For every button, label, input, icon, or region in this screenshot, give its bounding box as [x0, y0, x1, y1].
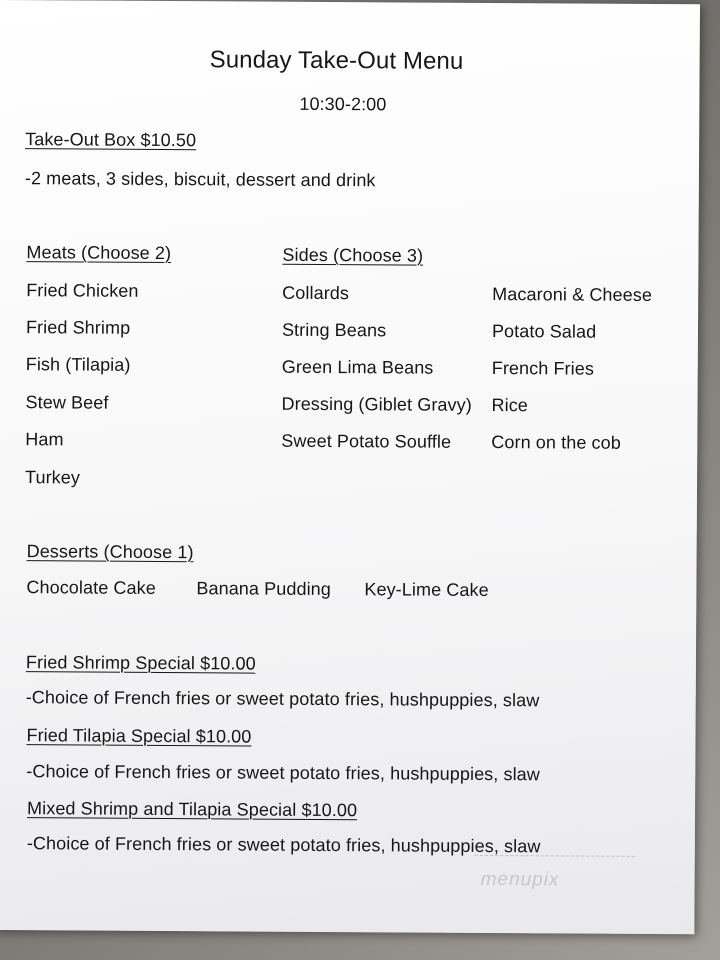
side-item: String Beans — [281, 319, 387, 341]
side-item: Sweet Potato Souffle — [281, 430, 452, 452]
meat-item: Fried Chicken — [26, 280, 139, 301]
side-item: Dressing (Giblet Gravy) — [281, 393, 472, 415]
dessert-item: Banana Pudding — [196, 578, 332, 600]
special-heading: Mixed Shrimp and Tilapia Special $10.00 — [27, 798, 358, 821]
special-heading: Fried Shrimp Special $10.00 — [25, 652, 256, 674]
menu-title: Sunday Take-Out Menu — [209, 46, 464, 75]
dessert-item: Chocolate Cake — [26, 577, 156, 598]
take-out-box-heading: Take-Out Box $10.50 — [25, 129, 197, 151]
meat-item: Turkey — [25, 467, 81, 488]
meat-item: Fish (Tilapia) — [25, 354, 131, 375]
special-description: -Choice of French fries or sweet potato fries, hushpuppies, slaw — [26, 761, 540, 785]
side-item: Macaroni & Cheese — [492, 284, 653, 305]
special-description: -Choice of French fries or sweet potato fries, hushpuppies, slaw — [26, 833, 541, 857]
take-out-box-description: -2 meats, 3 sides, biscuit, dessert and drink — [24, 168, 376, 191]
meats-heading: Meats (Choose 2) — [26, 242, 172, 264]
side-item: French Fries — [491, 358, 595, 379]
meat-item: Ham — [25, 429, 64, 450]
side-item: Green Lima Beans — [281, 356, 434, 378]
menupix-watermark: menupix — [480, 868, 560, 891]
side-item: Corn on the cob — [491, 432, 621, 453]
special-heading: Fried Tilapia Special $10.00 — [26, 725, 252, 747]
dessert-item: Key-Lime Cake — [364, 579, 489, 600]
meat-item: Stew Beef — [25, 392, 109, 413]
desserts-heading: Desserts (Choose 1) — [26, 541, 194, 563]
side-item: Potato Salad — [491, 321, 597, 342]
side-item: Collards — [282, 282, 350, 304]
side-item: Rice — [491, 395, 529, 416]
sides-heading: Sides (Choose 3) — [282, 244, 424, 266]
meat-item: Fried Shrimp — [25, 317, 131, 338]
special-description: -Choice of French fries or sweet potato fries, hushpuppies, slaw — [25, 687, 540, 711]
menu-hours: 10:30-2:00 — [299, 93, 387, 115]
